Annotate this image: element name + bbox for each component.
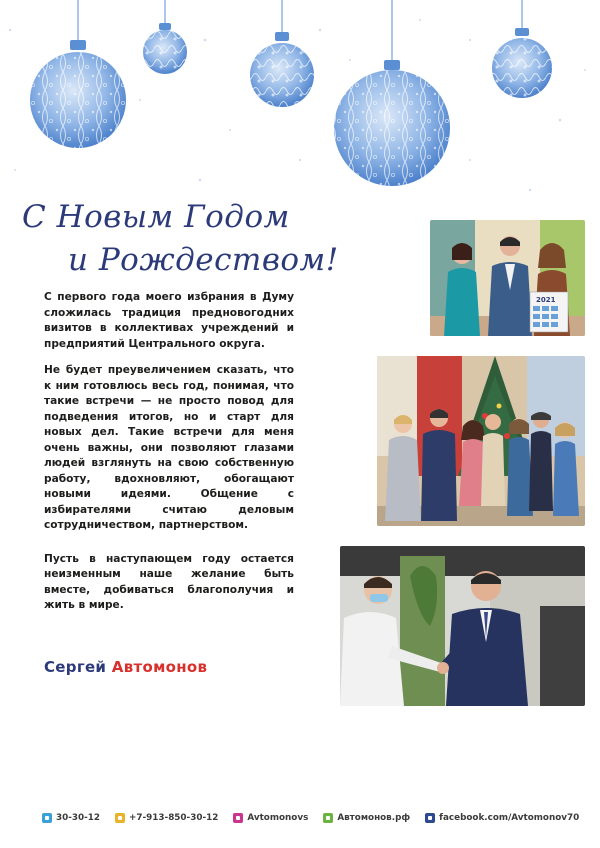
footer-phone[interactable] [42, 813, 100, 823]
photo-meeting-2 [377, 356, 585, 526]
footer-website[interactable] [323, 813, 410, 823]
ornament-ball-4 [334, 0, 450, 186]
letter-paragraph-1: С первого года моего избрания в Думу сложилась традиция предновогодних визитов в коллективах учреждений и предприятий Центрального округа. [44, 291, 294, 350]
footer-facebook[interactable] [425, 813, 579, 823]
phone-icon [42, 813, 52, 823]
greeting-line-1: С Новым Годом [22, 199, 290, 235]
ornament-ball-1 [30, 0, 126, 148]
footer-instagram[interactable] [233, 813, 308, 823]
mobile-phone-icon [115, 813, 125, 823]
instagram-icon [233, 813, 243, 823]
calendar-year: 2021 [536, 296, 556, 304]
signature-first-name: Сергей [44, 658, 107, 676]
letter-paragraph-3: Пусть в наступающем году остается неизменным наше желание быть вместе, добиваться благополучия и жить в мире. [44, 552, 294, 611]
website-icon [323, 813, 333, 823]
ornament-ball-5 [492, 0, 552, 98]
ornament-ball-3 [250, 0, 314, 107]
contact-footer [42, 811, 582, 825]
greeting-title [22, 196, 342, 282]
facebook-icon [425, 813, 435, 823]
signature [44, 658, 207, 676]
photo-handshake [340, 546, 585, 706]
footer-instagram-text: Avtomonovs [247, 813, 309, 823]
signature-last-name: Автомонов [111, 658, 208, 676]
greeting-line-2: и Рождеством! [68, 242, 339, 278]
letter-text [44, 290, 294, 625]
footer-mobile[interactable] [115, 813, 218, 823]
footer-website-text: Автомонов.рф [337, 813, 411, 823]
footer-mobile-text: +7-913-850-30-12 [129, 813, 219, 823]
footer-facebook-text: facebook.com/Avtomonov70 [439, 813, 580, 823]
letter-paragraph-2: Не будет преувеличением сказать, что к ним готовлюсь весь год, понимая, что такие встречи — не просто повод для подведения итогов, но и старт для новых дел. Такие встречи для меня очень важны, они позволяют глазами людей взглянуть на свою собственную работу, вдохновляют, обогащают новыми идеями. Общение с избирателями считаю деловым сотрудничеством, партнерством. [44, 364, 294, 531]
photo-meeting-1 [430, 220, 585, 336]
ornament-ball-2 [143, 0, 187, 74]
footer-phone-text: 30-30-12 [56, 813, 101, 823]
